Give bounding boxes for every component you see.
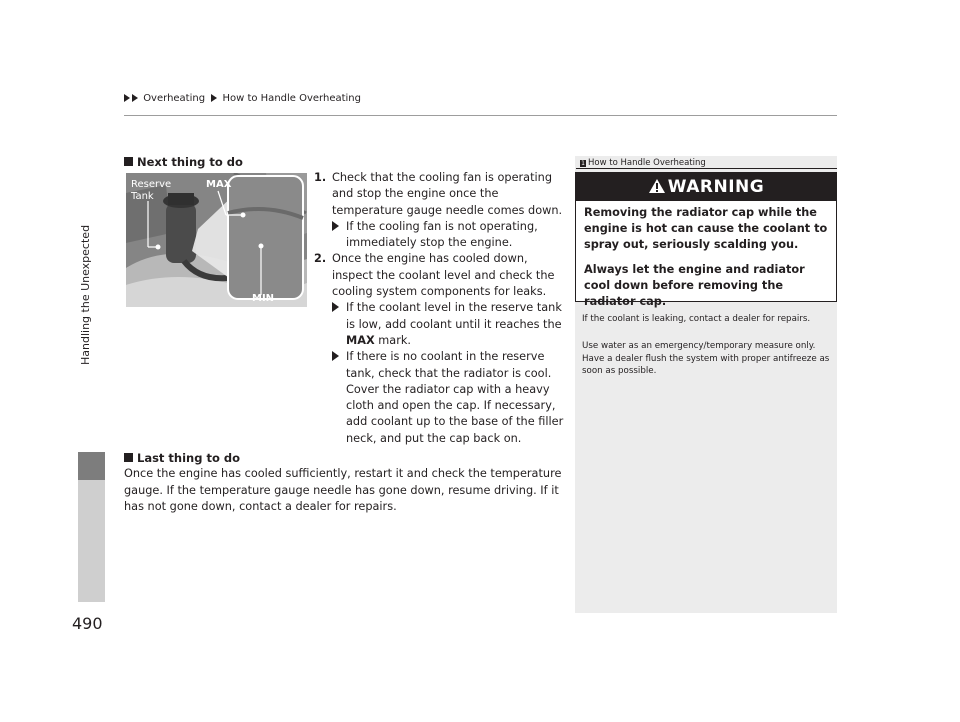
warning-header — [576, 173, 836, 201]
side-note-title-text: How to Handle Overheating — [588, 158, 706, 168]
step-text: Check that the cooling fan is operating and stop the engine once the temperature gauge needle comes down. — [332, 171, 563, 217]
figure-label-max: MAX — [206, 179, 232, 190]
step-2 — [314, 251, 564, 300]
step-text: Once the engine has cooled down, inspect the coolant level and check the cooling system components for leaks. — [332, 252, 555, 299]
warning-box — [575, 172, 837, 309]
breadcrumb-item-overheating[interactable]: Overheating — [143, 93, 206, 104]
breadcrumb — [124, 93, 364, 104]
last-paragraph: Once the engine has cooled sufficiently, restart it and check the temperature gauge. If the temperature gauge needle has gone down, resume driving. If it has not gone down, contact a dealer for repairs. — [124, 467, 562, 513]
substep-text-before: If the coolant level in the reserve tank is low, add coolant until it reaches the — [346, 301, 562, 331]
procedure-steps — [314, 170, 564, 447]
next-heading — [124, 155, 243, 169]
substep-arrow-icon — [332, 219, 346, 252]
substep-text — [346, 300, 564, 349]
last-heading-text: Last thing to do — [137, 451, 241, 465]
step-number: 2. — [314, 252, 327, 266]
step-number: 1. — [314, 171, 327, 184]
next-heading-text: Next thing to do — [137, 155, 243, 169]
breadcrumb-item-how-to-handle[interactable]: How to Handle Overheating — [222, 93, 361, 104]
heading-square-icon — [124, 453, 133, 462]
note-number-icon: 1 — [581, 160, 585, 167]
step-2-substep-1 — [332, 300, 564, 349]
side-note-divider — [576, 168, 837, 169]
substep-text-after: mark. — [378, 333, 412, 347]
substep-text: If the cooling fan is not operating, immediately stop the engine. — [346, 219, 538, 250]
figure-label-reserve-line2: Tank — [131, 191, 154, 202]
step-1 — [314, 170, 564, 219]
max-mark-label: MAX — [346, 333, 375, 347]
substep-arrow-icon — [332, 300, 346, 349]
step-2-substep-2 — [332, 349, 564, 447]
substep-text: If there is no coolant in the reserve tank, check that the radiator is cool. Cover the radiator cap with a heavy cloth and open the cap. If necessary, add coolant up to the base of the filler neck, and put the cap back on. — [346, 350, 564, 445]
side-note-title — [580, 158, 706, 168]
warning-paragraph-1: Removing the radiator cap while the engine is hot can cause the coolant to spray out, seriously scalding you. — [584, 206, 828, 252]
warning-body — [584, 205, 832, 318]
figure-label-min: MIN — [252, 293, 275, 304]
last-heading — [124, 451, 240, 465]
side-note-text-2: Use water as an emergency/temporary measure only. Have a dealer flush the system with proper antifreeze as soon as possible. — [582, 341, 830, 376]
figure-label-reserve-line1: Reserve — [131, 179, 172, 190]
section-side-label: Handling the Unexpected — [79, 224, 92, 366]
heading-square-icon — [124, 157, 133, 166]
step-1-substep — [332, 219, 564, 252]
section-tab — [78, 452, 105, 480]
warning-paragraph-2: Always let the engine and radiator cool down before removing the radiator cap. — [584, 262, 805, 309]
section-strip — [78, 480, 105, 602]
breadcrumb-arrow-icon — [124, 94, 130, 102]
warning-label: WARNING — [667, 177, 765, 197]
engine-bay-illustration — [126, 173, 307, 307]
warning-triangle-icon — [648, 178, 666, 194]
breadcrumb-arrow-icon — [211, 94, 217, 102]
header-divider — [124, 115, 837, 116]
coolant-reserve-tank-figure — [126, 173, 307, 307]
page-number: 490 — [72, 614, 103, 633]
substep-arrow-icon — [332, 349, 346, 447]
breadcrumb-arrow-icon — [132, 94, 138, 102]
side-note-text-1: If the coolant is leaking, contact a dealer for repairs. — [582, 314, 811, 324]
